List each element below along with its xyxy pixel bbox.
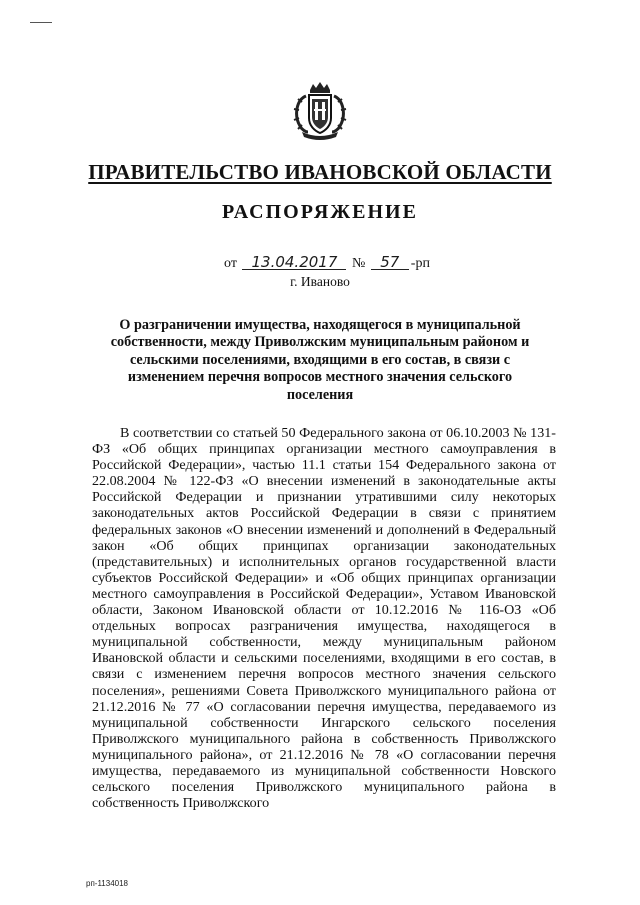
number-suffix: -рп xyxy=(410,256,430,271)
coat-of-arms-icon xyxy=(292,82,348,142)
date-prefix: от xyxy=(224,256,237,271)
document-subject: О разграничении имущества, находящегося в муниципальной собственности, между Приволжским муниципальным районом и сельскими поселениями, входящими в его состав, в связи с изменением перечня вопросов местного значения сельского поселения xyxy=(110,317,530,403)
city: г. Иваново xyxy=(290,274,350,289)
date-value: 13.04.2017 xyxy=(242,255,346,270)
document-type: РАСПОРЯЖЕНИЕ xyxy=(222,201,418,223)
corner-mark xyxy=(30,22,52,23)
footer-code: рп-1134018 xyxy=(86,879,128,888)
number-value: 57 xyxy=(371,255,409,270)
government-title: ПРАВИТЕЛЬСТВО ИВАНОВСКОЙ ОБЛАСТИ xyxy=(88,160,552,184)
registration-line xyxy=(224,255,430,272)
body-paragraph: В соответствии со статьей 50 Федерального закона от 06.10.2003 № 131-ФЗ «Об общих принципах организации местного самоуправления в Российской Федерации», частью 11.1 статьи 154 Федерального закона от 22.08.2004 № 122-ФЗ «О внесении изменений в законодательные акты Российской Федерации и признании утратившими силу некоторых законодательных актов Российской Федерации в связи с принятием федеральных законов «О внесении изменений и дополнений в Федеральный закон «Об общих принципах организации законодательных (представительных) и исполнительных органов государственной власти субъектов Российской Федерации» и «Об общих принципах организации местного самоуправления в Российской Федерации», Уставом Ивановской области, Законом Ивановской области от 10.12.2016 № 116-ОЗ «Об отдельных вопросах разграничения имущества, находящегося в муниципальной собственности, между муниципальным районом Ивановской области и сельскими поселениями, входящими в его состав, в связи с изменением перечня вопросов местного значения сельского поселения», решениями Совета Приволжского муниципального района от 21.12.2016 № 77 «О согласовании перечня имущества, передаваемого из муниципальной собственности Ингарского сельского поселения Приволжского муниципального района в собственность Приволжского муниципального района», от 21.12.2016 № 78 «О согласовании перечня имущества, передаваемого из муниципальной собственности Новского сельского поселения Приволжского муниципального района в собственность Приволжского xyxy=(92,425,556,812)
number-sign: № xyxy=(351,256,366,271)
